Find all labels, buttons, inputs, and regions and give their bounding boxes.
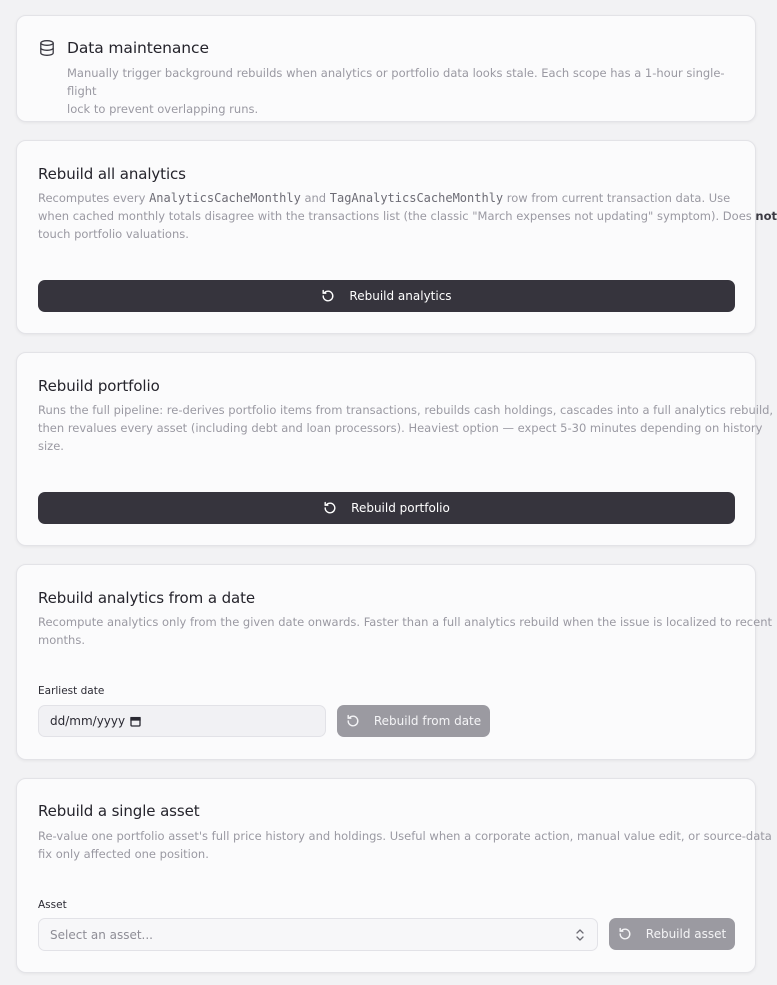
desc-text: when cached monthly totals disagree with the transactions list (the classic "March expenses not updating" symptom). Does: [38, 209, 756, 223]
card-description-line: [38, 207, 777, 225]
page-description: [67, 64, 747, 118]
calendar-icon[interactable]: [130, 716, 141, 727]
card-title: Rebuild a single asset: [38, 802, 200, 820]
card-description-line: fix only affected one position.: [38, 847, 209, 861]
code-snippet: AnalyticsCacheMonthly: [149, 191, 301, 205]
desc-text: row from current transaction data. Use: [503, 191, 731, 205]
card-description-line: touch portfolio valuations.: [38, 227, 189, 241]
rebuild-asset-button[interactable]: [609, 918, 735, 950]
card-title: Rebuild portfolio: [38, 377, 160, 395]
button-label: Rebuild from date: [373, 714, 482, 728]
rebuild-portfolio-button[interactable]: [38, 492, 735, 524]
earliest-date-input[interactable]: [38, 705, 326, 737]
card-description-line: [38, 189, 743, 207]
card-description-line: Runs the full pipeline: re-derives portfolio items from transactions, rebuilds cash holdings, cascades into a full analytics rebuild,: [38, 403, 774, 417]
chevron-updown-icon: [574, 928, 586, 942]
card-description-line: months.: [38, 633, 85, 647]
asset-label: Asset: [38, 899, 67, 911]
card-title: Rebuild all analytics: [38, 165, 186, 183]
desc-text: and: [300, 191, 330, 205]
earliest-date-label: Earliest date: [38, 685, 105, 697]
rebuild-analytics-card: [16, 140, 777, 334]
card-description: [38, 189, 777, 243]
data-maintenance-card: [16, 15, 756, 122]
refresh-icon: [618, 927, 632, 941]
button-label: Rebuild analytics: [349, 289, 452, 303]
rebuild-from-date-card: [16, 564, 773, 760]
card-description-line: Re-value one portfolio asset's full price history and holdings. Useful when a corporate action, manual value edit, or source-data: [38, 829, 772, 843]
page-title: Data maintenance: [67, 39, 209, 57]
database-icon: [38, 39, 56, 57]
card-description: [38, 613, 773, 649]
refresh-icon: [323, 501, 337, 515]
card-description: [38, 827, 772, 863]
card-description-line: then revalues every asset (including debt and loan processors). Heaviest option — expect 5-30 minutes depending on history: [38, 421, 763, 435]
refresh-icon: [346, 714, 360, 728]
desc-bold-text: not: [755, 209, 777, 223]
page-description-line: Manually trigger background rebuilds when analytics or portfolio data looks stale. Each scope has a 1-hour single-flight: [67, 66, 725, 98]
code-snippet: TagAnalyticsCacheMonthly: [329, 191, 504, 205]
asset-select-placeholder: Select an asset...: [50, 927, 153, 942]
button-label: Rebuild asset: [645, 927, 727, 941]
refresh-icon: [321, 289, 335, 303]
rebuild-from-date-button[interactable]: [337, 705, 490, 737]
asset-select[interactable]: [38, 918, 598, 951]
card-description-line: size.: [38, 439, 64, 453]
desc-text: Recomputes every: [38, 191, 150, 205]
button-label: Rebuild portfolio: [351, 501, 450, 515]
card-title: Rebuild analytics from a date: [38, 589, 256, 607]
card-description: [38, 401, 774, 455]
card-description-line: Recompute analytics only from the given date onwards. Faster than a full analytics rebuild when the issue is localized to recent: [38, 615, 773, 629]
rebuild-analytics-button[interactable]: [38, 280, 735, 312]
page-description-line: lock to prevent overlapping runs.: [67, 102, 259, 116]
date-input-value: dd/mm/yyyy: [50, 714, 126, 728]
rebuild-single-asset-card: [16, 778, 772, 973]
rebuild-portfolio-card: [16, 352, 774, 546]
